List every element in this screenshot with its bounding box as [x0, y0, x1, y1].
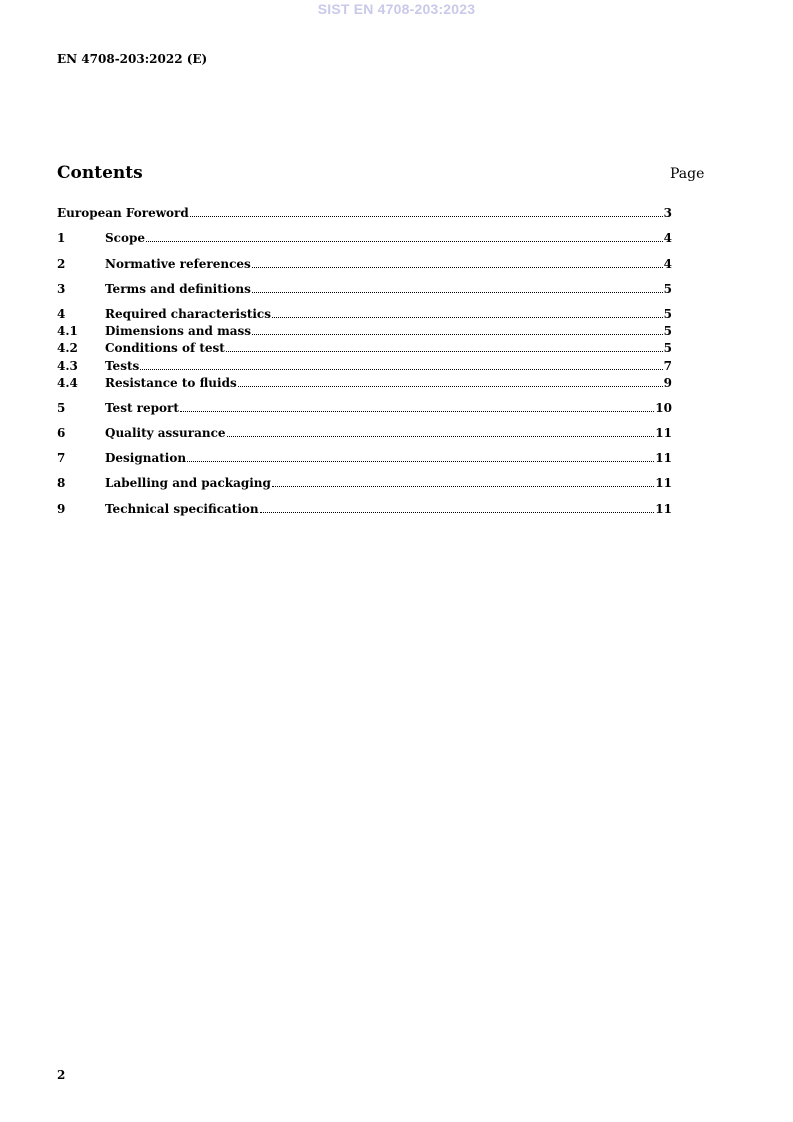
toc-dot-leader: [252, 325, 663, 335]
page-column-label: Page: [670, 166, 705, 182]
toc-entry-page: 11: [655, 502, 672, 516]
toc-dot-leader: [227, 427, 655, 437]
toc-entry-required-characteristics[interactable]: [57, 306, 672, 322]
toc-entry-test-report[interactable]: [57, 400, 672, 416]
toc-entry-scope[interactable]: [57, 230, 672, 246]
toc-entry-page: 7: [663, 359, 672, 373]
toc-entry-designation[interactable]: [57, 450, 672, 466]
toc-entry-page: 11: [655, 426, 672, 440]
toc-dot-leader: [238, 377, 663, 387]
toc-entry-title: Normative references: [105, 257, 251, 271]
toc-entry-title: Resistance to fluids: [105, 376, 237, 390]
toc-dot-leader: [180, 402, 654, 412]
toc-entry-page: 4: [663, 231, 672, 245]
toc-entry-page: 10: [655, 401, 672, 415]
toc-entry-title: Test report: [105, 401, 179, 415]
toc-entry-title: Scope: [105, 231, 146, 245]
toc-entry-number: 4.4: [57, 376, 78, 390]
toc-entry-title: Designation: [105, 451, 187, 465]
toc-entry-number: 8: [57, 476, 66, 490]
toc-entry-number: 4.2: [57, 341, 78, 355]
toc-entry-quality-assurance[interactable]: [57, 425, 672, 441]
toc-dot-leader: [140, 360, 662, 370]
toc-dot-leader: [272, 477, 654, 487]
toc-entry-number: 4.3: [57, 359, 78, 373]
page-number: 2: [57, 1068, 66, 1082]
toc-entry-number: 6: [57, 426, 66, 440]
toc-entry-page: 3: [663, 206, 672, 220]
toc-dot-leader: [146, 232, 663, 242]
toc-entry-dimensions-and-mass[interactable]: [57, 323, 672, 339]
toc-entry-title: European Foreword: [57, 206, 189, 220]
toc-entry-conditions-of-test[interactable]: [57, 340, 672, 356]
watermark: SIST EN 4708-203:2023: [317, 1, 476, 17]
contents-heading: Contents: [57, 163, 143, 183]
toc-entry-number: 2: [57, 257, 66, 271]
toc-entry-title: Dimensions and mass: [105, 324, 252, 338]
toc-dot-leader: [272, 308, 663, 318]
toc-entry-page: 5: [663, 341, 672, 355]
toc-dot-leader: [252, 258, 663, 268]
toc-entry-title: Terms and definitions: [105, 282, 251, 296]
toc-entry-european-foreword[interactable]: [57, 205, 672, 221]
toc-entry-title: Conditions of test: [105, 341, 225, 355]
toc-entry-page: 5: [663, 282, 672, 296]
toc-entry-tests[interactable]: [57, 358, 672, 374]
toc-entry-number: 5: [57, 401, 66, 415]
toc-entry-number: 4: [57, 307, 66, 321]
toc-entry-title: Labelling and packaging: [105, 476, 271, 490]
toc-entry-title: Required characteristics: [105, 307, 271, 321]
document-id: EN 4708-203:2022 (E): [57, 52, 208, 66]
toc-entry-title: Quality assurance: [105, 426, 226, 440]
toc-entry-page: 11: [655, 476, 672, 490]
toc-entry-normative-references[interactable]: [57, 256, 672, 272]
toc-entry-page: 5: [663, 324, 672, 338]
toc-entry-number: 9: [57, 502, 66, 516]
toc-dot-leader: [190, 207, 663, 217]
toc-entry-terms-and-definitions[interactable]: [57, 281, 672, 297]
toc-entry-resistance-to-fluids[interactable]: [57, 375, 672, 391]
toc-entry-technical-specification[interactable]: [57, 501, 672, 517]
toc-entry-page: 4: [663, 257, 672, 271]
toc-dot-leader: [226, 342, 663, 352]
toc-entry-number: 3: [57, 282, 66, 296]
toc-entry-number: 4.1: [57, 324, 78, 338]
toc-entry-number: 7: [57, 451, 66, 465]
toc-entry-title: Technical specification: [105, 502, 259, 516]
toc-entry-title: Tests: [105, 359, 140, 373]
toc-entry-page: 11: [655, 451, 672, 465]
toc-entry-page: 5: [663, 307, 672, 321]
toc-entry-labelling-and-packaging[interactable]: [57, 475, 672, 491]
toc-entry-number: 1: [57, 231, 66, 245]
toc-dot-leader: [260, 503, 655, 513]
toc-dot-leader: [187, 452, 654, 462]
toc-entry-page: 9: [663, 376, 672, 390]
toc-dot-leader: [252, 283, 663, 293]
